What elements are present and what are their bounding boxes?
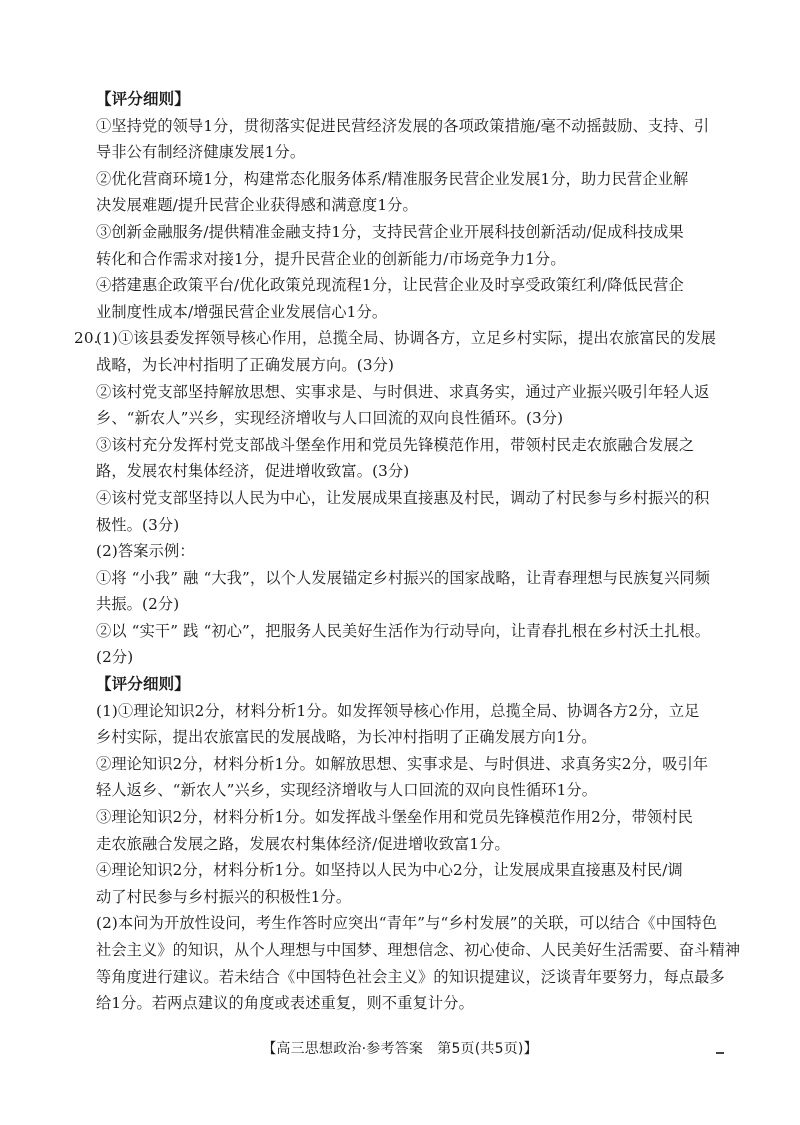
answer-line: (1)①该县委发挥领导核心作用，总揽全局、协调各方，立足乡村实际，提出农旅富民的发展 — [96, 329, 717, 348]
rule-line: ④理论知识2分，材料分析1分。如坚持以人民为中心2分，让发展成果直接惠及村民/调 — [96, 861, 683, 880]
question-number: 20. — [74, 329, 99, 348]
page-footer: 【高三思想政治·参考答案 第5页(共5页)】 — [262, 1041, 538, 1057]
rule-line: 转化和合作需求对接1分，提升民营企业的创新能力/市场竞争力1分。 — [96, 249, 566, 268]
rule-line: 乡村实际，提出农旅富民的发展战略，为长冲村指明了正确发展方向1分。 — [96, 728, 597, 747]
answer-line: ③该村充分发挥村党支部战斗堡垒作用和党员先锋模范作用，带领村民走农旅融合发展之 — [96, 435, 695, 454]
rule-line: 走农旅融合发展之路，发展农村集体经济/促进增收致富1分。 — [96, 834, 510, 853]
answer-line: 极性。(3分) — [96, 515, 180, 534]
rule-line: ②理论知识2分，材料分析1分。如解放思想、实事求是、与时俱进、求真务实2分，吸引年 — [96, 754, 709, 773]
rule-line: 动了村民参与乡村振兴的积极性1分。 — [96, 887, 352, 906]
answer-line: 乡、“新农人”兴乡，实现经济增收与人口回流的双向良性循环。(3分) — [96, 409, 564, 428]
answer-line: ①将 “小我” 融 “大我”，以个人发展锚定乡村振兴的国家战略，让青春理想与民族复兴同频 — [96, 568, 711, 587]
page-content — [74, 86, 741, 1017]
rule-line: ②优化营商环境1分，构建常态化服务体系/精准服务民营企业发展1分，助力民营企业解 — [96, 169, 689, 188]
rule-line: 决发展难题/提升民营企业获得感和满意度1分。 — [96, 196, 418, 215]
answer-line: ④该村党支部坚持以人民为中心，让发展成果直接惠及村民，调动了村民参与乡村振兴的积 — [96, 488, 710, 507]
rule-line: ③理论知识2分，材料分析1分。如发挥战斗堡垒作用和党员先锋模范作用2分，带领村民 — [96, 808, 693, 827]
answer-line: (2)答案示例： — [96, 542, 195, 561]
answer-line: ②该村党支部坚持解放思想、实事求是、与时俱进、求真务实，通过产业振兴吸引年轻人返 — [96, 382, 710, 401]
rule-line: ③创新金融服务/提供精准金融支持1分，支持民营企业开展科技创新活动/促成科技成果 — [96, 222, 684, 241]
rule-line: 导非公有制经济健康发展1分。 — [96, 143, 306, 162]
scoring-rules-heading-1: 【评分细则】 — [96, 90, 190, 108]
rule-line: (1)①理论知识2分，材料分析1分。如发挥领导核心作用，总揽全局、协调各方2分，立足 — [96, 701, 700, 720]
question-20-first-line — [74, 325, 736, 352]
answer-line: 共振。(2分) — [96, 595, 180, 614]
rule-line: 等角度进行建议。若未结合《中国特色社会主义》的知识提建议，泛谈青年要努力，每点最多 — [96, 967, 725, 986]
answer-line: 战略，为长冲村指明了正确发展方向。(3分) — [96, 355, 395, 374]
rule-line: ①坚持党的领导1分，贯彻落实促进民营经济发展的各项政策措施/毫不动摇鼓励、支持、引 — [96, 116, 710, 135]
rule-line: ④搭建惠企政策平台/优化政策兑现流程1分，让民营企业及时享受政策红利/降低民营企 — [96, 276, 684, 295]
rule-line: 轻人返乡、“新农人”兴乡，实现经济增收与人口回流的双向良性循环1分。 — [96, 781, 598, 800]
rule-line: (2)本问为开放性设问，考生作答时应突出“青年”与“乡村发展”的关联，可以结合《中国特色 — [96, 914, 718, 933]
rule-line: 给1分。若两点建议的角度或表述重复，则不重复计分。 — [96, 994, 474, 1013]
answer-line: 路，发展农村集体经济，促进增收致富。(3分) — [96, 462, 410, 481]
rule-line: 业制度性成本/增强民营企业发展信心1分。 — [96, 302, 388, 321]
answer-line: ②以 “实干” 践 “初心”，把服务人民美好生活作为行动导向，让青春扎根在乡村沃土扎根。 — [96, 621, 711, 640]
footer-dash-mark — [716, 1052, 724, 1054]
answer-line: (2分) — [96, 648, 134, 667]
scoring-rules-heading-2: 【评分细则】 — [96, 675, 190, 694]
rule-line: 社会主义》的知识，从个人理想与中国梦、理想信念、初心使命、人民美好生活需要、奋斗精神 — [96, 941, 741, 959]
